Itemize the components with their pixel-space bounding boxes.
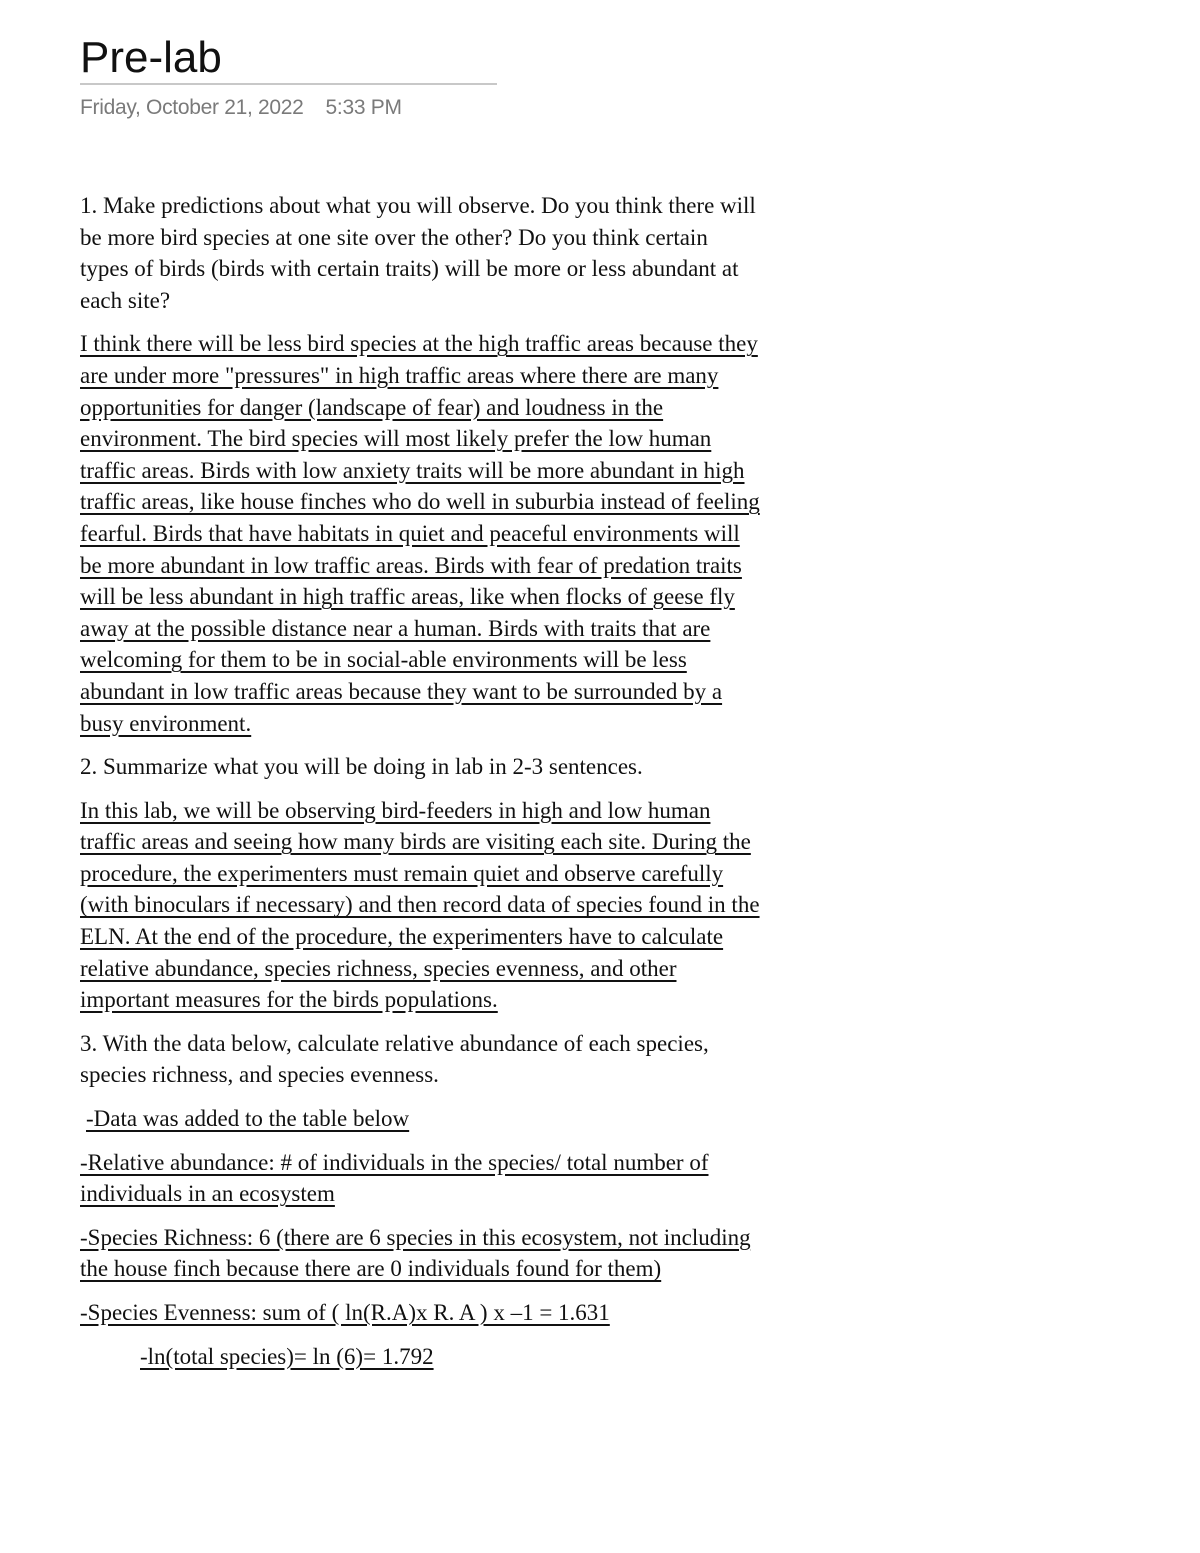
page-content bbox=[80, 190, 760, 1384]
question-3: 3. With the data below, calculate relative abundance of each species, species richness, and species evenness. bbox=[80, 1030, 709, 1088]
question-2: 2. Summarize what you will be doing in lab in 2-3 sentences. bbox=[80, 754, 643, 780]
answer-3-species-richness: -Species Richness: 6 (there are 6 species in this ecosystem, not including the house finch because there are 0 individuals found for them) bbox=[80, 1224, 751, 1282]
answer-3-data-note: -Data was added to the table below bbox=[86, 1106, 410, 1132]
answer-3-species-evenness: -Species Evenness: sum of ( ln(R.A)x R. A ) x –1 = 1.631 bbox=[80, 1300, 610, 1325]
page-title: Pre-lab bbox=[80, 33, 222, 82]
answer-3-ln-total-species: -ln(total species)= ln (6)= 1.792 bbox=[140, 1343, 434, 1369]
page-date: Friday, October 21, 2022 bbox=[80, 96, 304, 119]
answer-3-relative-abundance: -Relative abundance: # of individuals in the species/ total number of individuals in an ecosystem bbox=[80, 1149, 709, 1207]
question-1: 1. Make predictions about what you will observe. Do you think there will be more bird species at one site over the other? Do you think certain types of birds (birds with certain traits) will be more or less abundant at each site? bbox=[80, 193, 756, 313]
answer-1: I think there will be less bird species at the high traffic areas because they are under more "pressures" in high traffic areas where there are many opportunities for danger (landscape of fear) and loudness in the environment. The bird species will most likely prefer the low human traffic areas. Birds with low anxiety traits will be more abundant in high traffic areas, like house finches who do well in suburbia instead of feeling fearful. Birds that have habitats in quiet and peaceful environments will be more abundant in low traffic areas. Birds with fear of predation traits will be less abundant in high traffic areas, like when flocks of geese fly away at the possible distance near a human. Birds with traits that are welcoming for them to be in social-able environments will be less abundant in low traffic areas because they want to be surrounded by a busy environment. bbox=[80, 331, 760, 736]
title-divider bbox=[80, 83, 497, 85]
page-time: 5:33 PM bbox=[325, 96, 402, 119]
answer-2: In this lab, we will be observing bird-feeders in high and low human traffic areas and seeing how many birds are visiting each site. During the procedure, the experimenters must remain quiet and observe carefully (with binoculars if necessary) and then record data of species found in the ELN. At the end of the procedure, the experimenters have to calculate relative abundance, species richness, species evenness, and other important measures for the birds populations. bbox=[80, 797, 760, 1013]
page-timestamp bbox=[80, 96, 402, 120]
